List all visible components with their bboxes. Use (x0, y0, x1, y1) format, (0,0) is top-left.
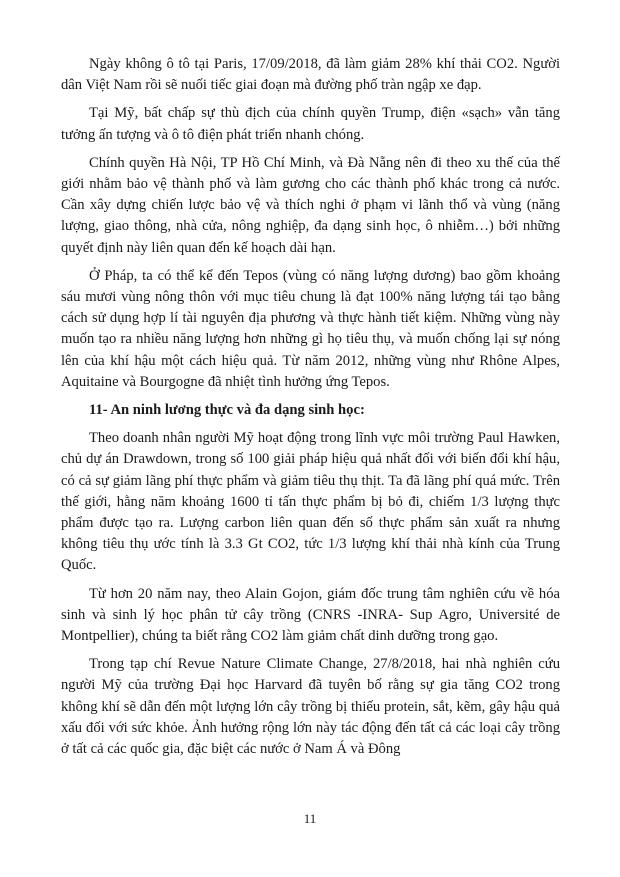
paragraph-usa-clean-energy: Tại Mỹ, bất chấp sự thù địch của chính quyền Trump, điện «sạch» vẫn tăng tưởng ấn tượng và ô tô điện phát triển nhanh chóng. (61, 105, 560, 143)
document-page (61, 54, 560, 767)
paragraph-drawdown: Theo doanh nhân người Mỹ hoạt động trong lĩnh vực môi trường Paul Hawken, chủ dự án Drawdown, trong số 100 giải pháp hiệu quả nhất đối với biến đổi khí hậu, có cả sự giảm lãng phí thực phẩm và giảm tiêu thụ thịt. Ta đã lãng phí quá mức. Trên thế giới, hằng năm khoảng 1600 tỉ tấn thực phẩm bị bỏ đi, chiếm 1/3 lượng thực phẩm được tạo ra. Lượng carbon liên quan đến số thực phẩm sản xuất ra nhưng không tiêu thụ ước tính là 3.3 Gt CO2, tức 1/3 lượng khí thải nhà kính của Trung Quốc. (61, 430, 560, 574)
paragraph-gojon: Từ hơn 20 năm nay, theo Alain Gojon, giám đốc trung tâm nghiên cứu về hóa sinh và sinh lý học phân tử cây trồng (CNRS -INRA- Sup Agro, Université de Montpellier), chúng ta biết rằng CO2 làm giảm chất dinh dưỡng trong gạo. (61, 585, 560, 645)
page-number: 11 (303, 811, 317, 826)
paragraph-car-free-day: Ngày không ô tô tại Paris, 17/09/2018, đã làm giảm 28% khí thải CO2. Người dân Việt Nam rồi sẽ nuối tiếc giai đoạn mà đường phố tràn ngập xe đạp. (61, 56, 560, 94)
section-heading: 11- An ninh lương thực và đa dạng sinh học: (89, 402, 365, 419)
paragraph-vietnam-cities: Chính quyền Hà Nội, TP Hồ Chí Minh, và Đà Nẵng nên đi theo xu thế của thế giới nhằm bảo vệ thành phố và làm gương cho các thành phố khác trong cả nước. Cần xây dựng chiến lược bảo vệ và thích nghi ở phạm vi lãnh thổ và vùng (năng lượng, giao thông, nhà cửa, nông nghiệp, đa dạng sinh học, ô nhiễm…) bởi những quyết định này liên quan đến kế hoạch dài hạn. (61, 154, 560, 256)
paragraph-harvard: Trong tạp chí Revue Nature Climate Change, 27/8/2018, hai nhà nghiên cứu người Mỹ của trường Đại học Harvard đã tuyên bố rằng sự gia tăng CO2 trong không khí sẽ dẫn đến một lượng lớn cây trồng bị thiếu protein, sắt, kẽm, gây hậu quả xấu đối với sức khỏe. Ảnh hưởng rộng lớn này tác động đến tất cả các loại cây trồng ở tất cả các quốc gia, đặc biệt các nước ở Nam Á và Đông (61, 656, 560, 758)
paragraph-france-tepos: Ở Pháp, ta có thể kể đến Tepos (vùng có năng lượng dương) bao gồm khoảng sáu mươi vùng nông thôn với mục tiêu chung là đạt 100% năng lượng tái tạo bằng cách sử dụng hợp lí tài nguyên địa phương và thực hành tiết kiệm. Những vùng này muốn tạo ra nhiều năng lượng hơn những gì họ tiêu thụ, và muốn chống lại sự nóng lên của khí hậu một cách hiệu quả. Từ năm 2012, những vùng như Rhône Alpes, Aquitaine và Bourgogne đã nhiệt tình hưởng ứng Tepos. (61, 267, 560, 390)
